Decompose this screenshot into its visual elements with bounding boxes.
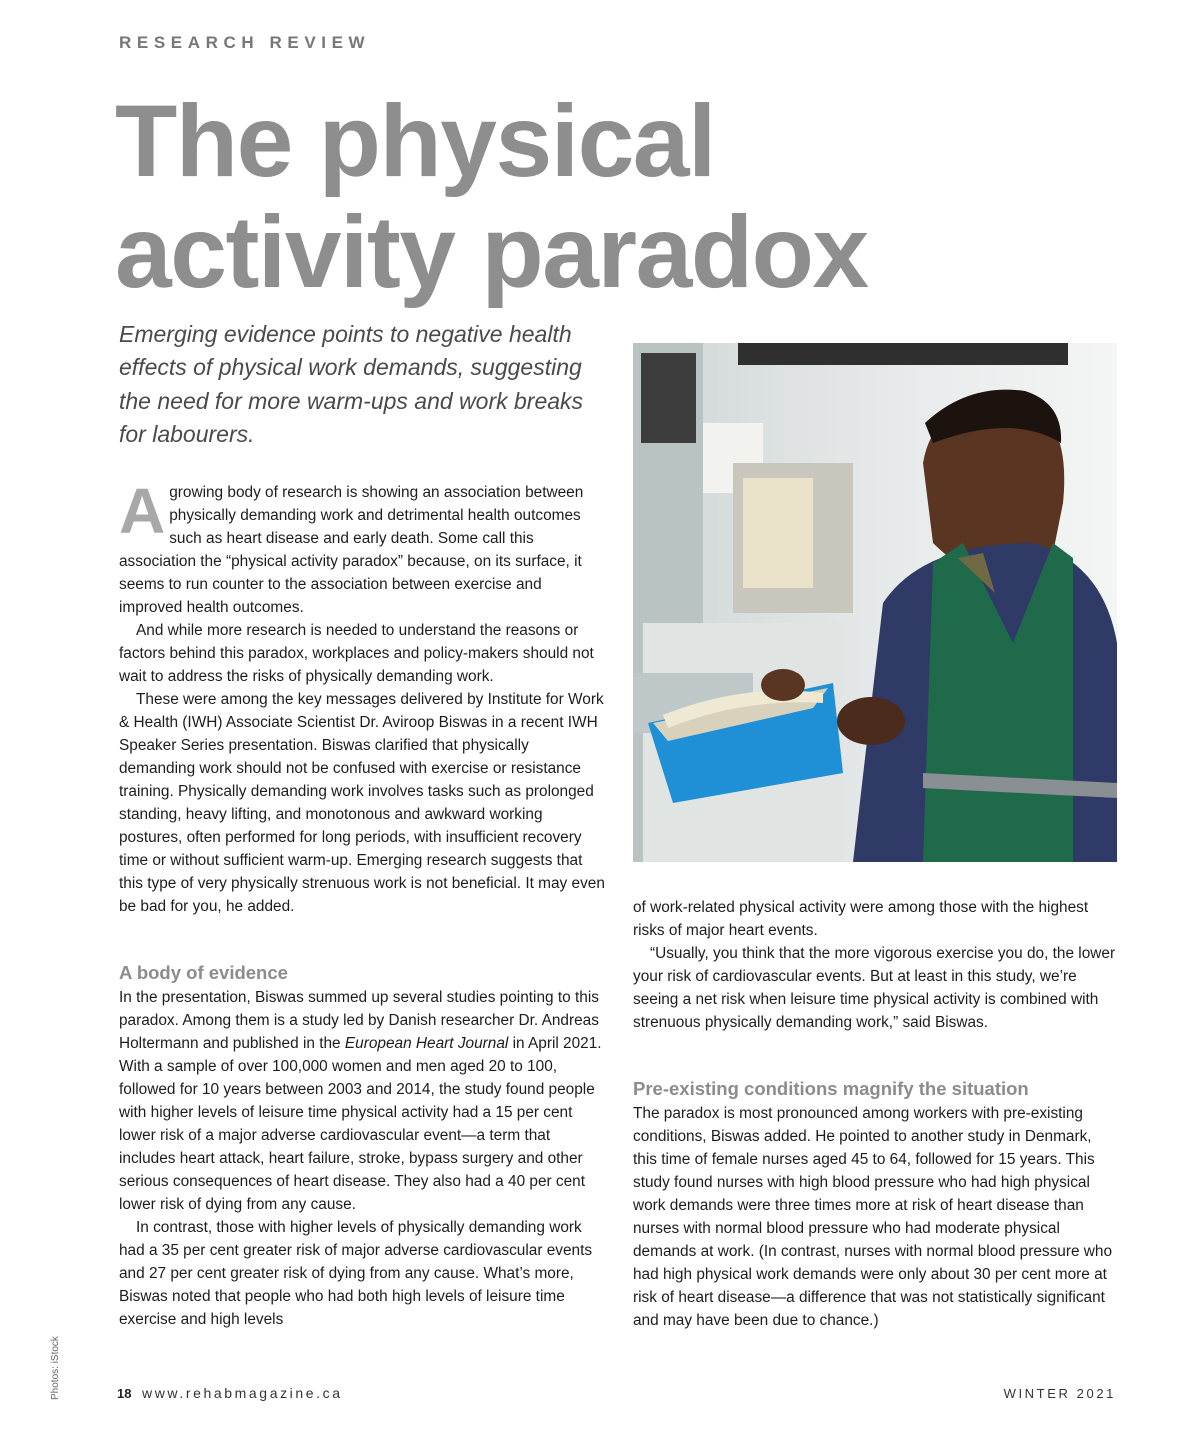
intro-paragraph-2: And while more research is needed to understand the reasons or factors behind this paradox, workplaces and policy-makers should not wait to address the risks of physically demanding work. xyxy=(119,622,594,685)
page-number: 18 xyxy=(117,1386,132,1401)
journal-title: European Heart Journal xyxy=(344,1035,509,1052)
intro-text: growing body of research is showing an association between physically demanding work and detrimental health outcomes such as heart disease and early death. Some call this association the “physical activity paradox” because, on its surface, it seems to run counter to the association between exercise and improved health outcomes. xyxy=(119,484,584,616)
evidence-p1-start: In the presentation, Biswas summed up several studies pointing to this paradox. Among them is a study led by Danish researcher Dr. Andreas Holtermann and published in the xyxy=(119,989,599,1052)
biswas-quote: “Usually, you think that the more vigorous exercise you do, the lower your risk of cardiovascular events. But at least in this study, we’re seeing a net risk when leisure time physical activity is combined with strenuous physically demanding work,” said Biswas. xyxy=(633,945,1116,1031)
intro-paragraph-3: These were among the key messages delivered by Institute for Work & Health (IWH) Associate Scientist Dr. Aviroop Biswas in a recent IWH Speaker Series presentation. Biswas clarified that physically demanding work should not be confused with exercise or resistance training. Physically demanding work involves tasks such as prolonged standing, heavy lifting, and monotonous and awkward working postures, often performed for long periods, with insufficient recovery time or without sufficient warm-up. Emerging research suggests that this type of very physically strenuous work is not beneficial. It may even be bad for you, he added. xyxy=(119,691,605,915)
worker-photo-illustration xyxy=(633,343,1117,862)
issue-label: WINTER 2021 xyxy=(1003,1386,1116,1401)
photo-credit: Photos: iStock xyxy=(50,1336,61,1400)
headline-line-1: The physical xyxy=(115,84,715,198)
worker-photo xyxy=(633,343,1117,862)
intro-paragraph-1 xyxy=(119,475,605,619)
pre-existing-paragraph: The paradox is most pronounced among workers with pre-existing conditions, Biswas added. He pointed to another study in Denmark, this time of female nurses aged 45 to 64, followed for 15 years. This study found nurses with high blood pressure who had high physical work demands were three times more at risk of heart disease than nurses with normal blood pressure who had moderate physical demands at work. (In contrast, nurses with normal blood pressure who had high physical work demands were only about 30 per cent more at risk of heart disease—a difference that was not statistically significant and may have been due to chance.) xyxy=(633,1105,1113,1329)
section-label: RESEARCH REVIEW xyxy=(119,33,371,52)
evidence-paragraph-1 xyxy=(119,986,605,1216)
magazine-url: www.rehabmagazine.ca xyxy=(142,1385,343,1401)
headline xyxy=(115,86,1015,308)
deck: Emerging evidence points to negative health effects of physical work demands, suggesting the need for more warm-ups and work breaks for labourers. xyxy=(119,321,584,448)
drop-cap: A xyxy=(119,475,166,547)
intro-column xyxy=(119,475,605,918)
subhead-pre-existing-conditions: Pre-existing conditions magnify the situation xyxy=(633,1078,1029,1099)
evidence-column xyxy=(119,986,605,1331)
evidence-p1-end: in April 2021. With a sample of over 100,000 women and men aged 20 to 100, followed for 10 years between 2003 and 2014, the study found people with higher levels of leisure time physical activity had a 15 per cent lower risk of a major adverse cardiovascular event—a term that includes heart attack, heart failure, stroke, bypass surgery and other serious consequences of heart disease. They also had a 40 per cent lower risk of dying from any cause. xyxy=(119,1035,602,1213)
pre-existing-column xyxy=(633,1102,1118,1332)
headline-line-2: activity paradox xyxy=(115,195,868,309)
evidence-paragraph-2: In contrast, those with higher levels of physically demanding work had a 35 per cent greater risk of major adverse cardiovascular events and 27 per cent greater risk of dying from any cause. What’s more, Biswas noted that people who had both high levels of leisure time exercise and high levels xyxy=(119,1219,593,1328)
subhead-body-of-evidence: A body of evidence xyxy=(119,962,288,983)
continuation-paragraph: of work-related physical activity were among those with the highest risks of major heart events. xyxy=(633,899,1089,939)
continuation-column xyxy=(633,896,1118,1034)
